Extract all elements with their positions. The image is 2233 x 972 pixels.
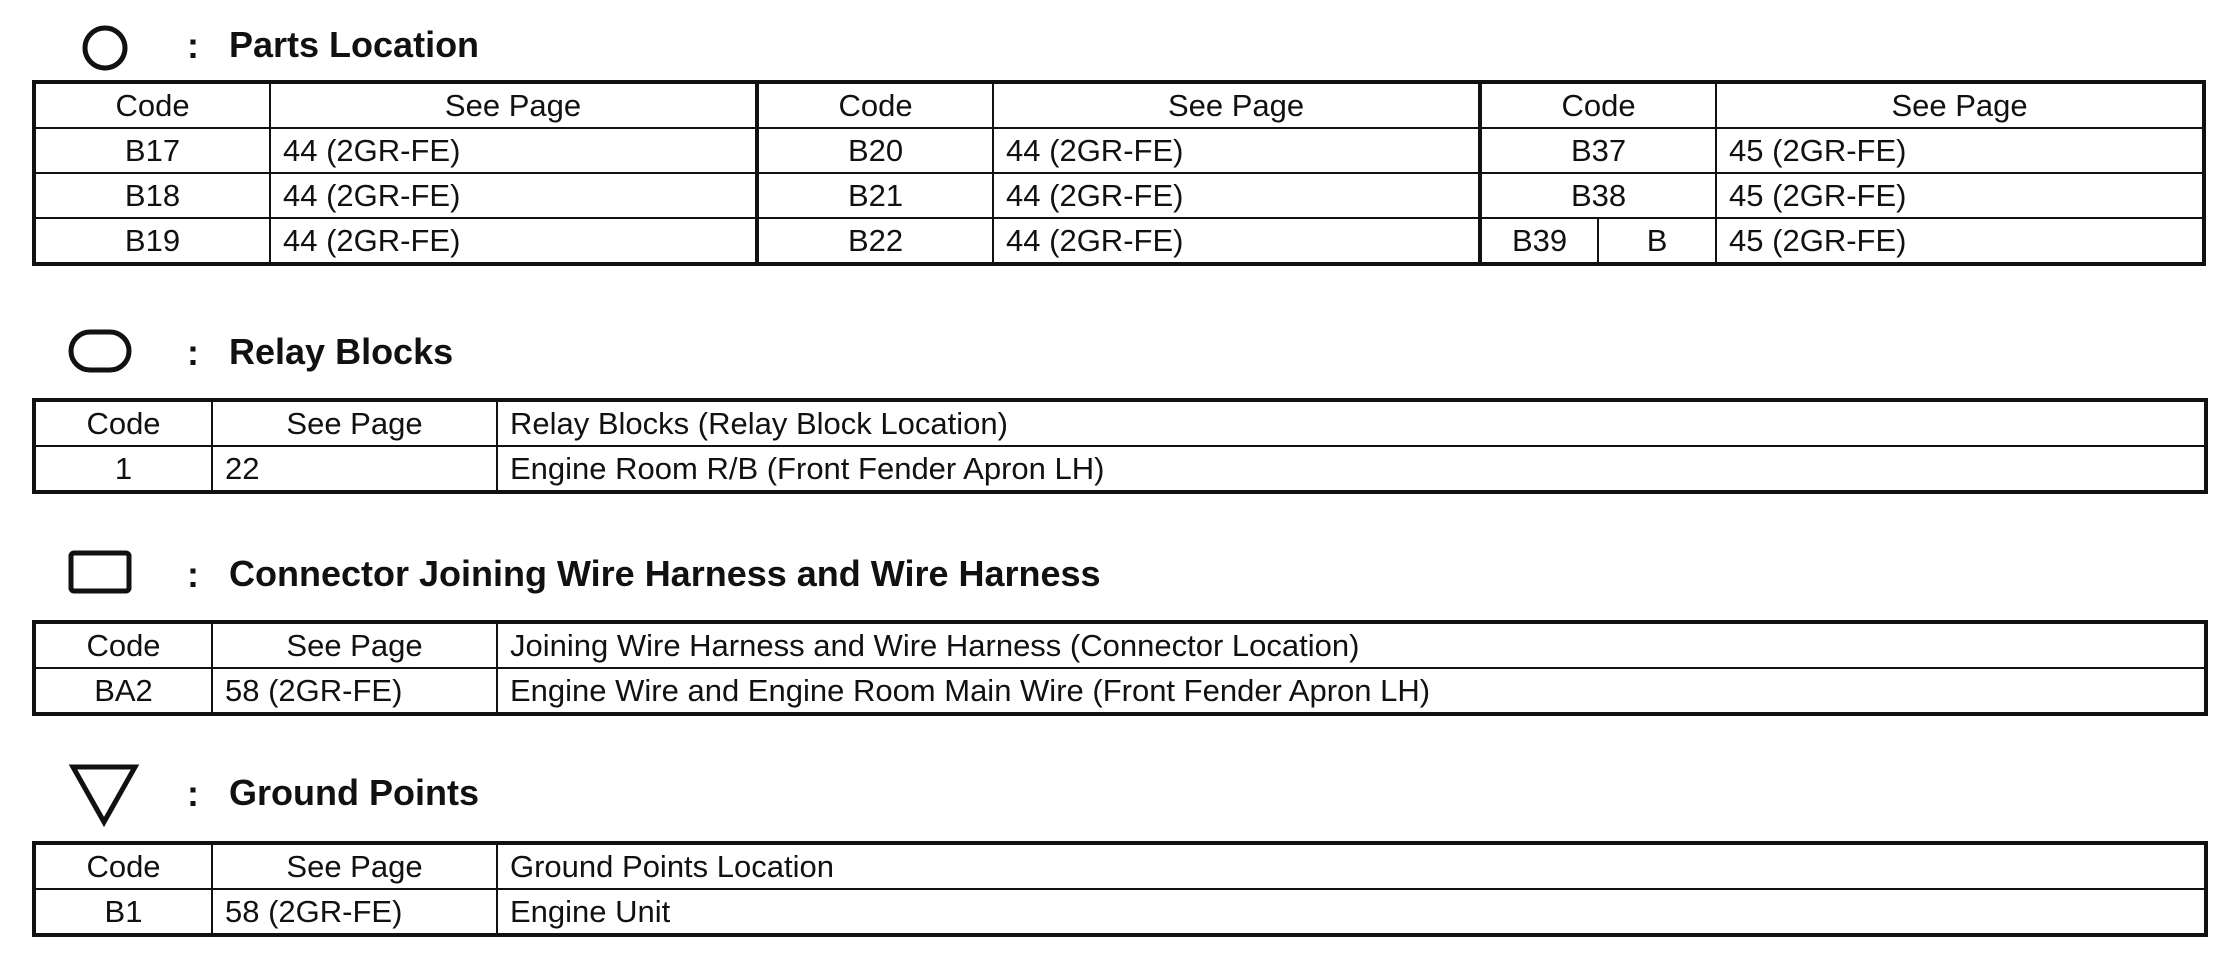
parts-location-header-row: [34, 82, 2204, 128]
column-header-description: Joining Wire Harness and Wire Harness (Connector Location): [497, 622, 2206, 668]
relay-blocks-colon: :: [187, 332, 199, 373]
column-header-see-page: See Page: [212, 843, 497, 889]
column-header-code: Code: [757, 82, 993, 128]
connector-joining-table: [32, 620, 2208, 716]
part-code-sub-cell: B: [1598, 218, 1716, 264]
relay-blocks-table: [32, 398, 2208, 494]
part-page-cell: 45 (2GR-FE): [1716, 173, 2204, 218]
part-code-cell: B21: [757, 173, 993, 218]
ground-points-heading: [0, 756, 2233, 826]
part-page-cell: 44 (2GR-FE): [270, 173, 757, 218]
table-row: [34, 889, 2206, 935]
relay-description-cell: Engine Room R/B (Front Fender Apron LH): [497, 446, 2206, 492]
part-page-cell: 45 (2GR-FE): [1716, 128, 2204, 173]
part-code-cell: B19: [34, 218, 270, 264]
part-code-cell: B18: [34, 173, 270, 218]
connector-joining-colon: :: [187, 554, 199, 595]
relay-blocks-heading: [0, 318, 2233, 388]
column-header-see-page: See Page: [270, 82, 757, 128]
downward-triangle-icon: [68, 762, 140, 828]
part-code-cell: B17: [34, 128, 270, 173]
part-code-cell: B37: [1480, 128, 1716, 173]
circle-icon: [80, 23, 130, 73]
table-row: [34, 173, 2204, 218]
relay-blocks-header-row: [34, 400, 2206, 446]
column-header-code: Code: [34, 400, 212, 446]
column-header-see-page: See Page: [212, 400, 497, 446]
part-code-cell: B38: [1480, 173, 1716, 218]
ground-description-cell: Engine Unit: [497, 889, 2206, 935]
part-code-cell: B20: [757, 128, 993, 173]
column-header-see-page: See Page: [993, 82, 1480, 128]
connector-joining-header-row: [34, 622, 2206, 668]
part-page-cell: 44 (2GR-FE): [993, 173, 1480, 218]
table-row: [34, 218, 2204, 264]
connector-page-cell: 58 (2GR-FE): [212, 668, 497, 714]
column-header-see-page: See Page: [212, 622, 497, 668]
part-page-cell: 45 (2GR-FE): [1716, 218, 2204, 264]
relay-page-cell: 22: [212, 446, 497, 492]
table-row: [34, 128, 2204, 173]
rectangle-icon: [68, 549, 132, 595]
parts-location-title: Parts Location: [229, 24, 480, 65]
relay-blocks-title: Relay Blocks: [229, 331, 454, 372]
relay-code-cell: 1: [34, 446, 212, 492]
column-header-code: Code: [34, 843, 212, 889]
parts-location-table: [32, 80, 2206, 266]
column-header-see-page: See Page: [1716, 82, 2204, 128]
connector-description-cell: Engine Wire and Engine Room Main Wire (Front Fender Apron LH): [497, 668, 2206, 714]
column-header-code: Code: [34, 82, 270, 128]
part-page-cell: 44 (2GR-FE): [270, 218, 757, 264]
connector-joining-title: Connector Joining Wire Harness and Wire Harness: [229, 553, 1101, 594]
table-row: [34, 446, 2206, 492]
part-page-cell: 44 (2GR-FE): [993, 218, 1480, 264]
table-row: [34, 668, 2206, 714]
ground-points-title: Ground Points: [229, 772, 479, 813]
ground-code-cell: B1: [34, 889, 212, 935]
column-header-description: Relay Blocks (Relay Block Location): [497, 400, 2206, 446]
ground-page-cell: 58 (2GR-FE): [212, 889, 497, 935]
part-code-cell: B22: [757, 218, 993, 264]
column-header-description: Ground Points Location: [497, 843, 2206, 889]
parts-location-heading: [0, 10, 2233, 80]
ground-points-table: [32, 841, 2208, 937]
column-header-code: Code: [34, 622, 212, 668]
connector-joining-heading: [0, 540, 2233, 610]
part-page-cell: 44 (2GR-FE): [270, 128, 757, 173]
column-header-code: Code: [1480, 82, 1716, 128]
part-code-cell: B39: [1480, 218, 1598, 264]
rounded-rectangle-icon: [68, 328, 132, 374]
ground-points-header-row: [34, 843, 2206, 889]
connector-code-cell: BA2: [34, 668, 212, 714]
part-page-cell: 44 (2GR-FE): [993, 128, 1480, 173]
parts-location-colon: :: [187, 25, 199, 66]
ground-points-colon: :: [187, 773, 199, 814]
